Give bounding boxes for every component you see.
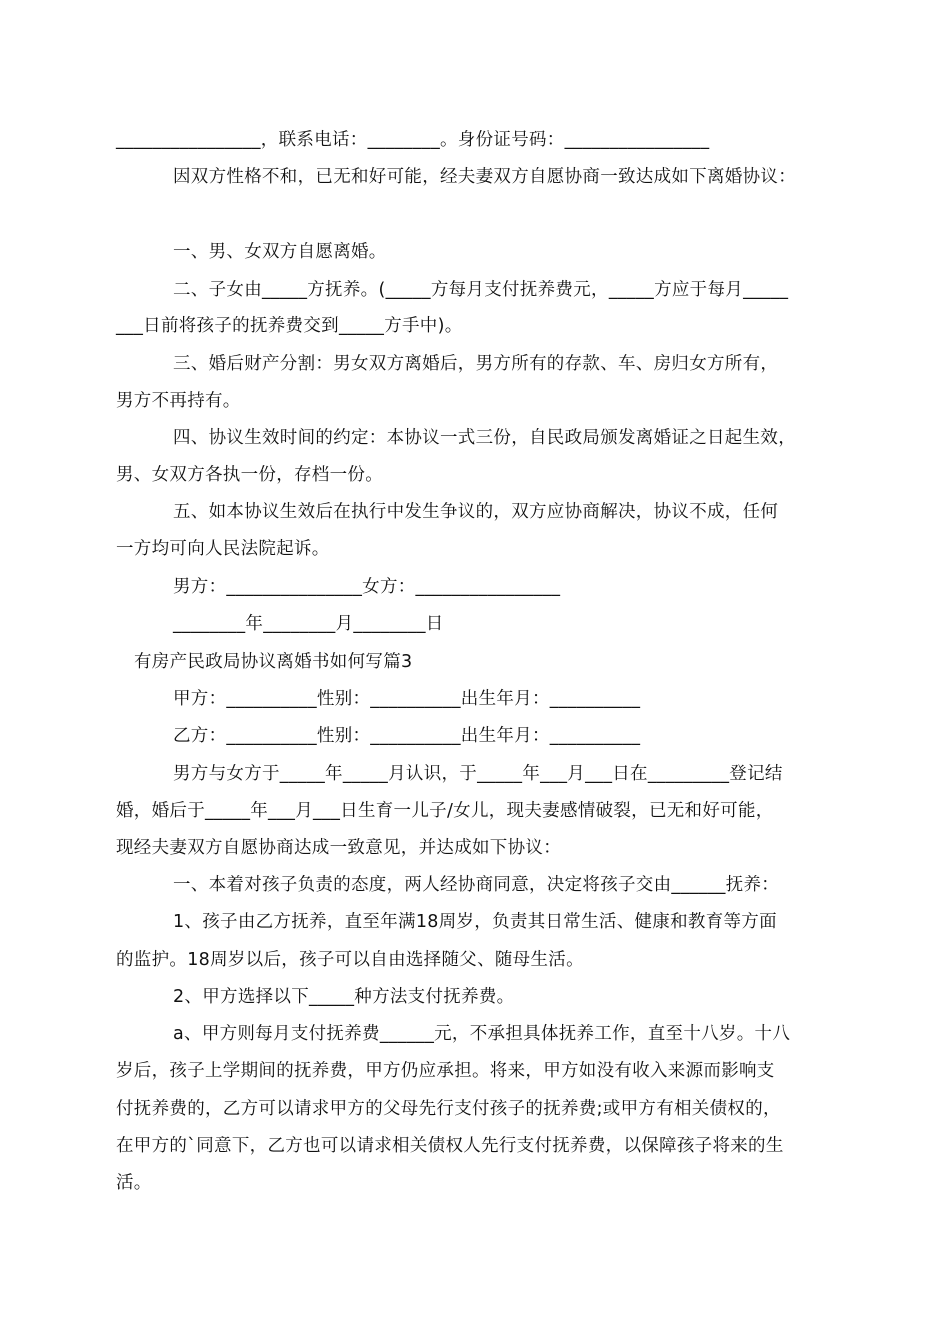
custody-item-2: 2、甲方选择以下_____种方法支付抚养费。 — [173, 987, 515, 1007]
option-a-line-4: 在甲方的`同意下，乙方也可以请求相关债权人先行支付抚养费，以保障孩子将来的生 — [116, 1136, 784, 1156]
option-a-line-5: 活。 — [116, 1173, 152, 1193]
party-b-info: 乙方：__________性别：__________出生年月：__________ — [173, 726, 641, 746]
clause-2-line-2: ___日前将孩子的抚养费交到_____方手中)。 — [116, 316, 463, 336]
background-line-3: 现经夫妻双方自愿协商达成一致意见，并达成如下协议： — [116, 838, 561, 858]
custody-item-1-line-1: 1、孩子由乙方抚养，直至年满18周岁，负责其日常生活、健康和教育等方面 — [173, 912, 777, 932]
clause-1: 一、男、女双方自愿离婚。 — [173, 242, 387, 262]
background-line-1: 男方与女方于_____年_____月认识，于_____年___月___日在_________登记结 — [173, 764, 783, 784]
intro-paragraph: 因双方性格不和，已无和好可能，经夫妻双方自愿协商一致达成如下离婚协议： — [173, 167, 796, 187]
option-a-line-2: 岁后，孩子上学期间的抚养费，甲方仍应承担。将来，甲方如没有收入来源而影响支 — [116, 1061, 775, 1081]
option-a-line-1: a、甲方则每月支付抚养费______元，不承担具体抚养工作，直至十八岁。十八 — [173, 1024, 791, 1044]
party-a-info: 甲方：__________性别：__________出生年月：__________ — [173, 689, 641, 709]
date-line: ________年________月________日 — [173, 614, 444, 634]
contact-info-line: ________________，联系电话：________。身份证号码：________________ — [116, 130, 710, 150]
custody-item-1-line-2: 的监护。18周岁以后，孩子可以自由选择随父、随母生活。 — [116, 950, 584, 970]
signature-line: 男方：_______________女方：________________ — [173, 577, 561, 597]
section-heading: 有房产民政局协议离婚书如何写篇3 — [134, 652, 413, 672]
clause-3-line-2: 男方不再持有。 — [116, 391, 241, 411]
background-line-2: 婚，婚后于_____年___月___日生育一儿子/女儿，现夫妻感情破裂，已无和好可能， — [116, 801, 774, 821]
clause-5-line-2: 一方均可向人民法院起诉。 — [116, 539, 330, 559]
option-a-line-3: 付抚养费的，乙方可以请求甲方的父母先行支付孩子的抚养费;或甲方有相关债权的， — [116, 1099, 781, 1119]
clause-2-line-1: 二、子女由_____方抚养。(_____方每月支付抚养费元，_____方应于每月_____ — [173, 280, 789, 300]
custody-clause: 一、本着对孩子负责的态度，两人经协商同意，决定将孩子交由______抚养： — [173, 875, 780, 895]
clause-4-line-1: 四、协议生效时间的约定：本协议一式三份，自民政局颁发离婚证之日起生效， — [173, 428, 796, 448]
clause-5-line-1: 五、如本协议生效后在执行中发生争议的，双方应协商解决，协议不成，任何 — [173, 502, 779, 522]
clause-3-line-1: 三、婚后财产分割：男女双方离婚后，男方所有的存款、车、房归女方所有， — [173, 354, 779, 374]
clause-4-line-2: 男、女双方各执一份，存档一份。 — [116, 465, 383, 485]
